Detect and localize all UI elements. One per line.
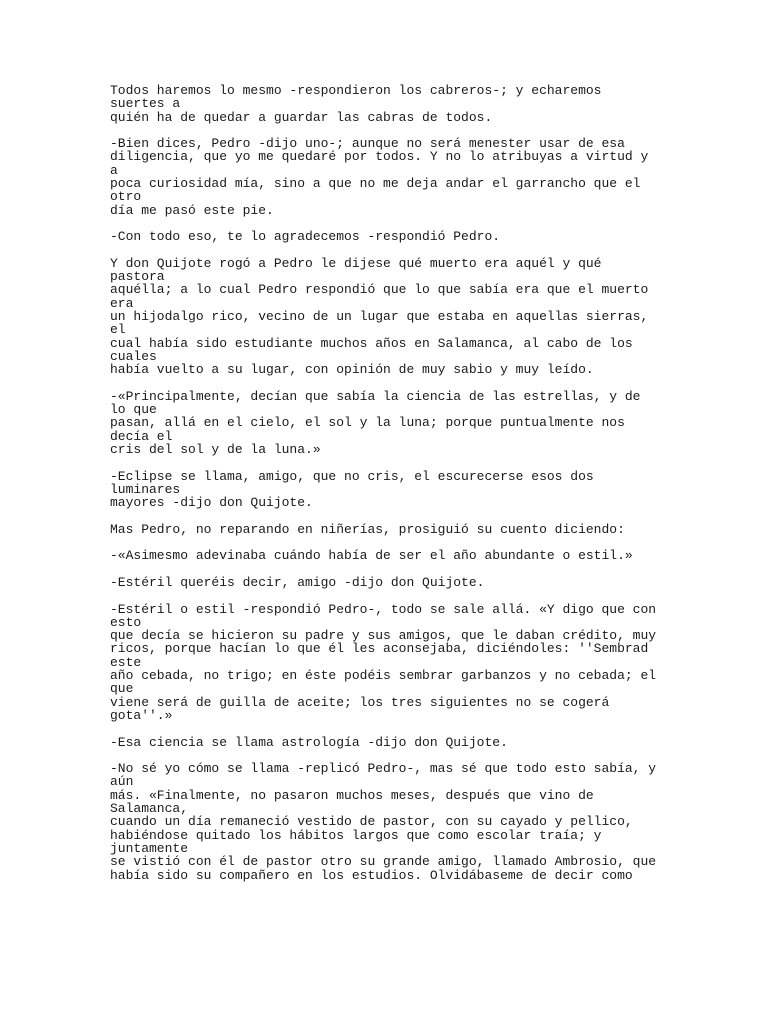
text-line: -Eclipse se llama, amigo, que no cris, el escurecerse esos dos [110, 468, 594, 484]
text-line: quién ha de quedar a guardar las cabras de todos. [110, 109, 493, 125]
text-line: aquélla; a lo cual Pedro respondió que lo que sabía era que el muerto [110, 282, 649, 298]
text-line: juntamente [110, 840, 189, 856]
text-line: ricos, porque hacían lo que él les aconsejaba, diciéndoles: ''Sembrad [110, 641, 649, 657]
text-line: año cebada, no trigo; en éste podéis sembrar garbanzos y no cebada; el [110, 668, 657, 684]
text-line: poca curiosidad mía, sino a que no me deja andar el garrancho que el [110, 176, 641, 192]
text-line: -Bien dices, Pedro -dijo uno-; aunque no será menester usar de esa [110, 136, 625, 152]
paragraph [110, 523, 670, 536]
text-line: otro [110, 189, 142, 205]
paragraph [110, 762, 670, 882]
paragraph [110, 390, 670, 456]
text-line: -No sé yo cómo se llama -replicó Pedro-, mas sé que todo esto sabía, y [110, 761, 657, 777]
document-page [110, 84, 670, 895]
text-line: este [110, 654, 142, 670]
paragraph [110, 576, 670, 589]
text-line: esto [110, 614, 142, 630]
text-line: el [110, 322, 126, 338]
text-line: -«Principalmente, decían que sabía la ciencia de las estrellas, y de [110, 388, 641, 404]
text-line: Y don Quijote rogó a Pedro le dijese qué muerto era aquél y qué [110, 255, 602, 271]
text-line: -Estéril o estil -respondió Pedro-, todo se sale allá. «Y digo que con [110, 601, 657, 617]
text-line: Todos haremos lo mesmo -respondieron los cabreros-; y echaremos [110, 83, 602, 98]
text-line: cuales [110, 348, 157, 364]
text-line: decía el [110, 428, 173, 444]
text-line: un hijodalgo rico, vecino de un lugar que estaba en aquellas sierras, [110, 309, 649, 325]
text-line: había vuelto a su lugar, con opinión de muy sabio y muy leído. [110, 362, 594, 378]
text-line: pasan, allá en el cielo, el sol y la luna; porque puntualmente nos [110, 415, 625, 431]
text-line: luminares [110, 481, 181, 497]
text-line: -«Asimesmo adevinaba cuándo había de ser el año abundante o estil.» [110, 548, 633, 564]
text-line: era [110, 295, 134, 311]
text-line: Mas Pedro, no reparando en niñerías, prosiguió su cuento diciendo: [110, 521, 625, 537]
text-line: suertes a [110, 96, 181, 112]
text-line: que decía se hicieron su padre y sus amigos, que le daban crédito, muy [110, 628, 657, 644]
text-line: día me pasó este pie. [110, 202, 274, 218]
paragraph [110, 549, 670, 562]
text-line: aún [110, 774, 134, 790]
text-line: diligencia, que yo me quedaré por todos. Y no lo atribuyas a virtud y [110, 149, 649, 165]
text-line: viene será de guilla de aceite; los tres siguientes no se cogerá [110, 694, 610, 710]
paragraph [110, 137, 670, 217]
paragraph [110, 470, 670, 510]
text-line: se vistió con él de pastor otro su grande amigo, llamado Ambrosio, que [110, 854, 657, 870]
text-line: mayores -dijo don Quijote. [110, 495, 313, 511]
text-line: cris del sol y de la luna.» [110, 442, 321, 458]
text-line: que [110, 681, 134, 697]
text-line: más. «Finalmente, no pasaron muchos meses, después que vino de [110, 787, 594, 803]
text-line: -Esa ciencia se llama astrología -dijo don Quijote. [110, 734, 508, 750]
paragraph [110, 736, 670, 749]
text-line: a [110, 162, 118, 178]
text-line: pastora [110, 269, 165, 285]
text-line: cual había sido estudiante muchos años en Salamanca, al cabo de los [110, 335, 633, 351]
text-line: Salamanca, [110, 801, 189, 817]
text-line: gota''.» [110, 707, 173, 723]
text-line: -Estéril queréis decir, amigo -dijo don Quijote. [110, 574, 485, 590]
text-line: había sido su compañero en los estudios. Olvidábaseme de decir como [110, 867, 633, 883]
text-line: -Con todo eso, te lo agradecemos -respondió Pedro. [110, 229, 501, 245]
text-line: cuando un día remaneció vestido de pastor, con su cayado y pellico, [110, 814, 633, 830]
paragraph [110, 84, 670, 124]
text-line: lo que [110, 402, 157, 418]
paragraph [110, 230, 670, 243]
paragraph [110, 257, 670, 377]
text-line: habiéndose quitado los hábitos largos que como escolar traía; y [110, 827, 602, 843]
paragraph [110, 603, 670, 723]
